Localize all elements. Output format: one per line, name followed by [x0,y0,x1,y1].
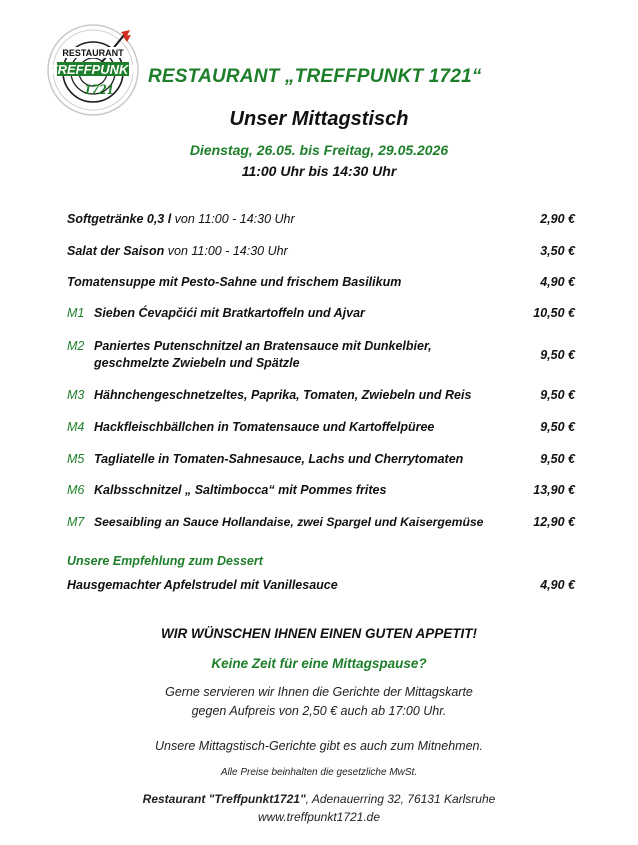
logo-text-restaurant: RESTAURANT [62,48,124,58]
menu-item [67,243,575,260]
logo-text-year: 1721 [84,82,114,98]
menu-item [67,419,575,436]
menu-item-name-line2: geschmelzte Zwiebeln und Spätzle [94,356,300,370]
menu-item-code: M4 [67,420,85,434]
menu-item-code: M6 [67,483,85,497]
menu-item-name: Sieben Ćevapčići mit Bratkartoffeln und Ajvar [94,306,365,320]
menu-item-code: M3 [67,388,85,402]
info-line-2: gegen Aufpreis von 2,50 € auch ab 17:00 Uhr. [191,704,447,718]
menu-item [67,514,575,531]
menu-item [67,482,575,499]
menu-item-code: M7 [67,515,85,529]
menu-item [67,211,575,228]
menu-item-code: M1 [67,306,85,320]
menu-item-price: 10,50 € [533,306,575,320]
menu-item-price: 9,50 € [540,452,575,466]
dessert-name: Hausgemachter Apfelstrudel mit Vanillesauce [67,578,338,592]
menu-item-name: Paniertes Putenschnitzel an Bratensauce mit Dunkelbier, [94,339,432,353]
restaurant-logo [47,24,139,116]
menu-item [67,274,575,291]
menu-item-price: 9,50 € [540,347,575,362]
dessert-price: 4,90 € [540,578,575,592]
menu-item-detail: von 11:00 - 14:30 Uhr [164,244,288,258]
menu-item-price: 9,50 € [540,388,575,402]
menu-item-name: Tomatensuppe mit Pesto-Sahne und frischem Basilikum [67,275,402,289]
menu-item-name: Hackfleischbällchen in Tomatensauce und Kartoffelpüree [94,420,435,434]
menu-item-name: Hähnchengeschnetzeltes, Paprika, Tomaten, Zwiebeln und Reis [94,388,472,402]
menu-item [67,387,575,404]
menu-item [67,451,575,468]
time-range: 11:00 Uhr bis 14:30 Uhr [241,163,397,179]
menu-item-name: Tagliatelle in Tomaten-Sahnesauce, Lachs und Cherrytomaten [94,452,464,466]
dessert-heading: Unsere Empfehlung zum Dessert [67,554,263,568]
website-link[interactable]: www.treffpunkt1721.de [257,810,381,824]
takeaway-note: Unsere Mittagstisch-Gerichte gibt es auch zum Mitnehmen. [155,739,483,753]
vat-note: Alle Preise beinhalten die gesetzliche MwSt. [220,767,418,778]
menu-item [67,338,575,372]
menu-item-price: 4,90 € [540,275,575,289]
address-name: Restaurant "Treffpunkt1721" [142,792,306,806]
appetit-message: WIR WÜNSCHEN IHNEN EINEN GUTEN APPETIT! [160,626,477,641]
menu-item-name: Seesaibling an Sauce Hollandaise, zwei Spargel und Kaisergemüse [94,515,484,529]
address [0,792,638,806]
menu-item-price: 13,90 € [533,483,575,497]
menu-item-price: 9,50 € [540,420,575,434]
dessert-item [67,577,575,594]
no-time-heading: Keine Zeit für eine Mittagspause? [211,656,427,671]
page-subtitle: Unser Mittagstisch [229,108,409,130]
address-rest: , Adenauerring 32, 76131 Karlsruhe [305,792,496,806]
menu-item-name: Salat der Saison [67,244,165,258]
logo-text-treffpunkt: TREFFPUNKT [49,62,137,77]
menu-item-detail: von 11:00 - 14:30 Uhr [171,212,295,226]
menu-item-name: Kalbsschnitzel „ Saltimbocca“ mit Pommes frites [94,483,387,497]
info-line-1: Gerne servieren wir Ihnen die Gerichte der Mittagskarte [165,685,473,699]
menu-item [67,305,575,322]
menu-item-name: Softgetränke 0,3 l [67,212,172,226]
menu-item-price: 3,50 € [540,244,575,258]
menu-item-code: M2 [67,339,85,353]
menu-item-code: M5 [67,452,85,466]
restaurant-title: RESTAURANT „TREFFPUNKT 1721“ [148,66,482,87]
menu-item-price: 2,90 € [540,212,575,226]
date-range: Dienstag, 26.05. bis Freitag, 29.05.2026 [189,142,449,158]
menu-item-price: 12,90 € [533,515,575,529]
